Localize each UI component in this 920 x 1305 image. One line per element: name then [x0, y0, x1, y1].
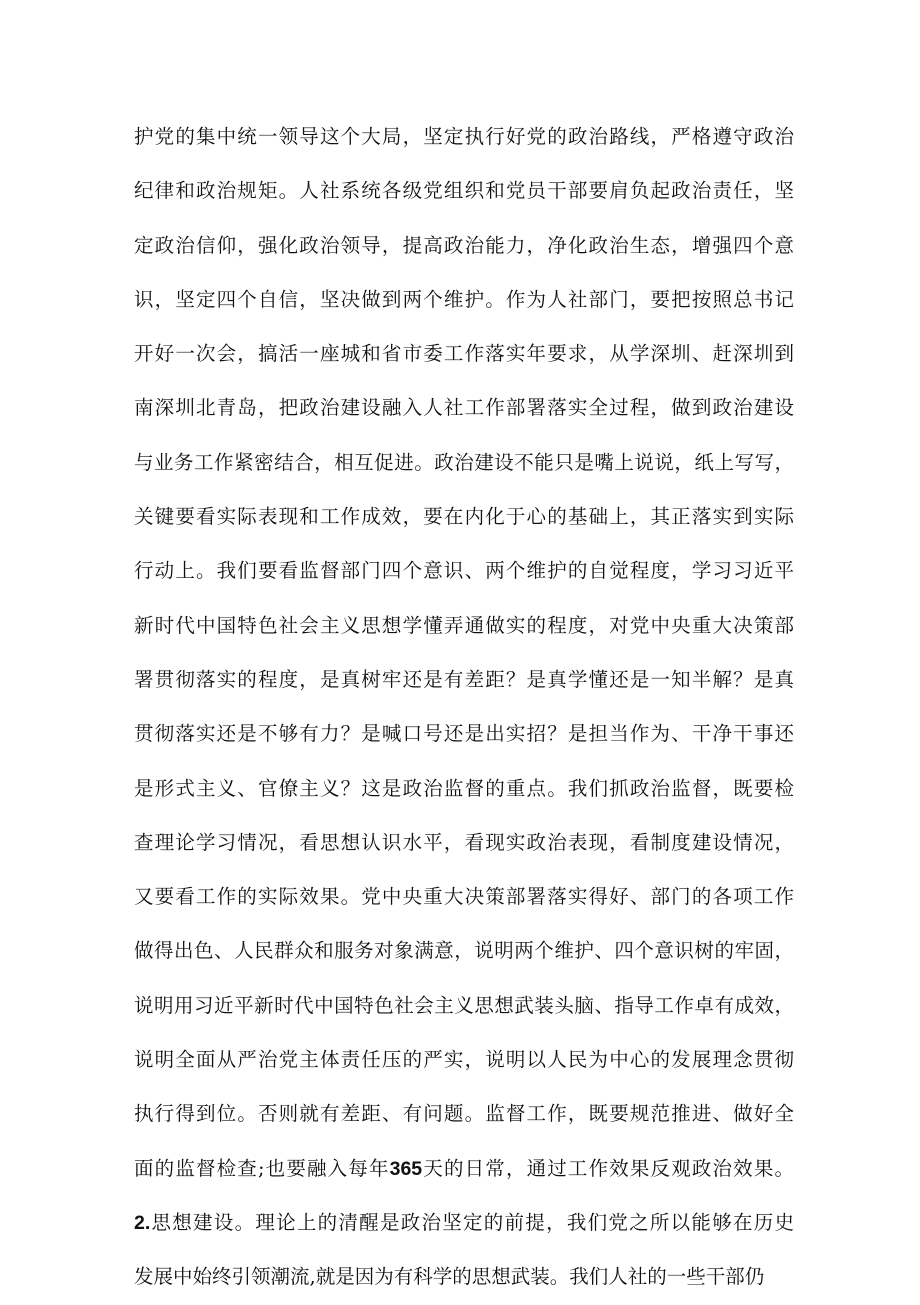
text-line-17: 说明用习近平新时代中国特色社会主义思想武装头脑、指导工作卓有成效， — [134, 993, 794, 1017]
text-line-13: 是形式主义、官僚主义？这是政治监督的重点。我们抓政治监督，既要检 — [134, 776, 794, 800]
text-line-8: 关键要看实际表现和工作成效，要在内化于心的基础上，其正落实到实际 — [134, 505, 794, 529]
text-line-21-after: 思想建设。理论上的清醒是政治坚定的前提，我们党之所以能够在历史 — [150, 1210, 794, 1234]
text-line-15: 又要看工作的实际效果。党中央重大决策部署落实得好、部门的各项工作 — [134, 885, 794, 909]
text-line-2: 纪律和政治规矩。人社系统各级党组织和党员干部要肩负起政治责任，坚 — [134, 179, 794, 203]
text-line-22: 发展中始终引领潮流,就是因为有科学的思想武装。我们人社的一些干部仍 — [134, 1265, 765, 1289]
year-days-number: 365 — [389, 1157, 423, 1180]
text-line-12: 贯彻落实还是不够有力？是喊口号还是出实招？是担当作为、干净干事还 — [134, 722, 794, 746]
text-line-1: 护党的集中统一领导这个大局，坚定执行好党的政治路线，严格遵守政治 — [134, 125, 794, 148]
text-line-20-before: 面的监督检查;也要融入每年 — [134, 1156, 390, 1180]
text-line-7: 与业务工作紧密结合，相互促进。政治建设不能只是嘴上说说，纸上写写， — [134, 450, 794, 474]
text-line-18: 说明全面从严治党主体责任压的严实，说明以人民为中心的发展理念贯彻 — [134, 1048, 794, 1072]
text-line-20 — [134, 1142, 794, 1196]
text-line-3: 定政治信仰，强化政治领导，提高政治能力，净化政治生态，增强四个意 — [134, 233, 794, 257]
text-line-19: 执行得到位。否则就有差距、有问题。监督工作，既要规范推进、做好全 — [134, 1102, 794, 1126]
text-line-21 — [134, 1196, 794, 1250]
text-line-4: 识，坚定四个自信，坚决做到两个维护。作为人社部门，要把按照总书记 — [134, 287, 794, 311]
body-text — [134, 110, 794, 1305]
text-line-16: 做得出色、人民群众和服务对象满意，说明两个维护、四个意识树的牢固， — [134, 939, 794, 963]
text-line-11: 署贯彻落实的程度，是真树牢还是有差距？是真学懂还是一知半解？是真 — [134, 667, 794, 691]
text-line-14: 查理论学习情况，看思想认识水平，看现实政治表现，看制度建设情况， — [134, 830, 794, 854]
text-line-6: 南深圳北青岛，把政治建设融入人社工作部署落实全过程，做到政治建设 — [134, 396, 794, 420]
text-line-10: 新时代中国特色社会主义思想学懂弄通做实的程度，对党中央重大决策部 — [134, 613, 794, 637]
text-line-9: 行动上。我们要看监督部门四个意识、两个维护的自觉程度，学习习近平 — [134, 559, 794, 583]
text-line-5: 开好一次会，搞活一座城和省市委工作落实年要求，从学深圳、赶深圳到 — [134, 342, 794, 366]
text-line-20-after: 天的日常，通过工作效果反观政治效果。 — [422, 1156, 794, 1180]
section-number: 2. — [134, 1211, 151, 1234]
